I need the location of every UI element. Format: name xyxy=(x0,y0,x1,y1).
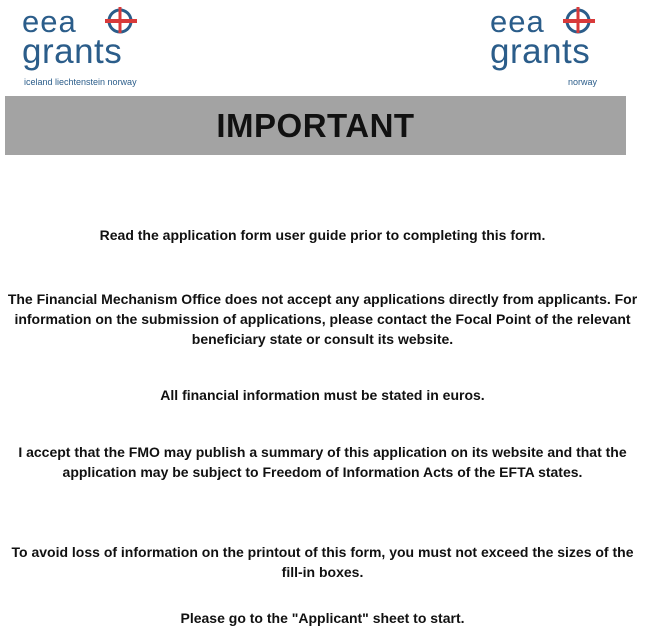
currency-instruction-text: All financial information must be stated in euros. xyxy=(160,387,485,403)
printout-warning-text: To avoid loss of information on the printout of this form, you must not exceed the sizes of the fill-in boxes. xyxy=(11,544,634,580)
eea-grants-logo-left xyxy=(22,6,172,90)
logo-tagline: norway xyxy=(568,77,598,87)
logo-grants-text: grants xyxy=(22,32,123,71)
logo-grants-text: grants xyxy=(490,32,591,71)
start-instruction-text: Please go to the "Applicant" sheet to start. xyxy=(180,610,465,626)
logo-tagline: iceland liechtenstein norway xyxy=(24,77,137,87)
logo-eea-text: eea xyxy=(22,4,77,39)
banner-title: IMPORTANT xyxy=(216,107,415,144)
publication-consent-text: I accept that the FMO may publish a summary of this application on its website and that the application may be subject to Freedom of Information Acts of the EFTA states. xyxy=(18,444,627,480)
eea-grants-logo-right xyxy=(490,6,608,90)
logo-eea-text: eea xyxy=(490,4,545,39)
guide-instruction-text: Read the application form user guide prior to completing this form. xyxy=(99,227,546,243)
fmo-submission-text: The Financial Mechanism Office does not accept any applications directly from applicants. For information on the submission of applications, please contact the Focal Point of the relevant beneficiary state or consult its website. xyxy=(7,291,638,347)
important-banner xyxy=(5,96,626,155)
